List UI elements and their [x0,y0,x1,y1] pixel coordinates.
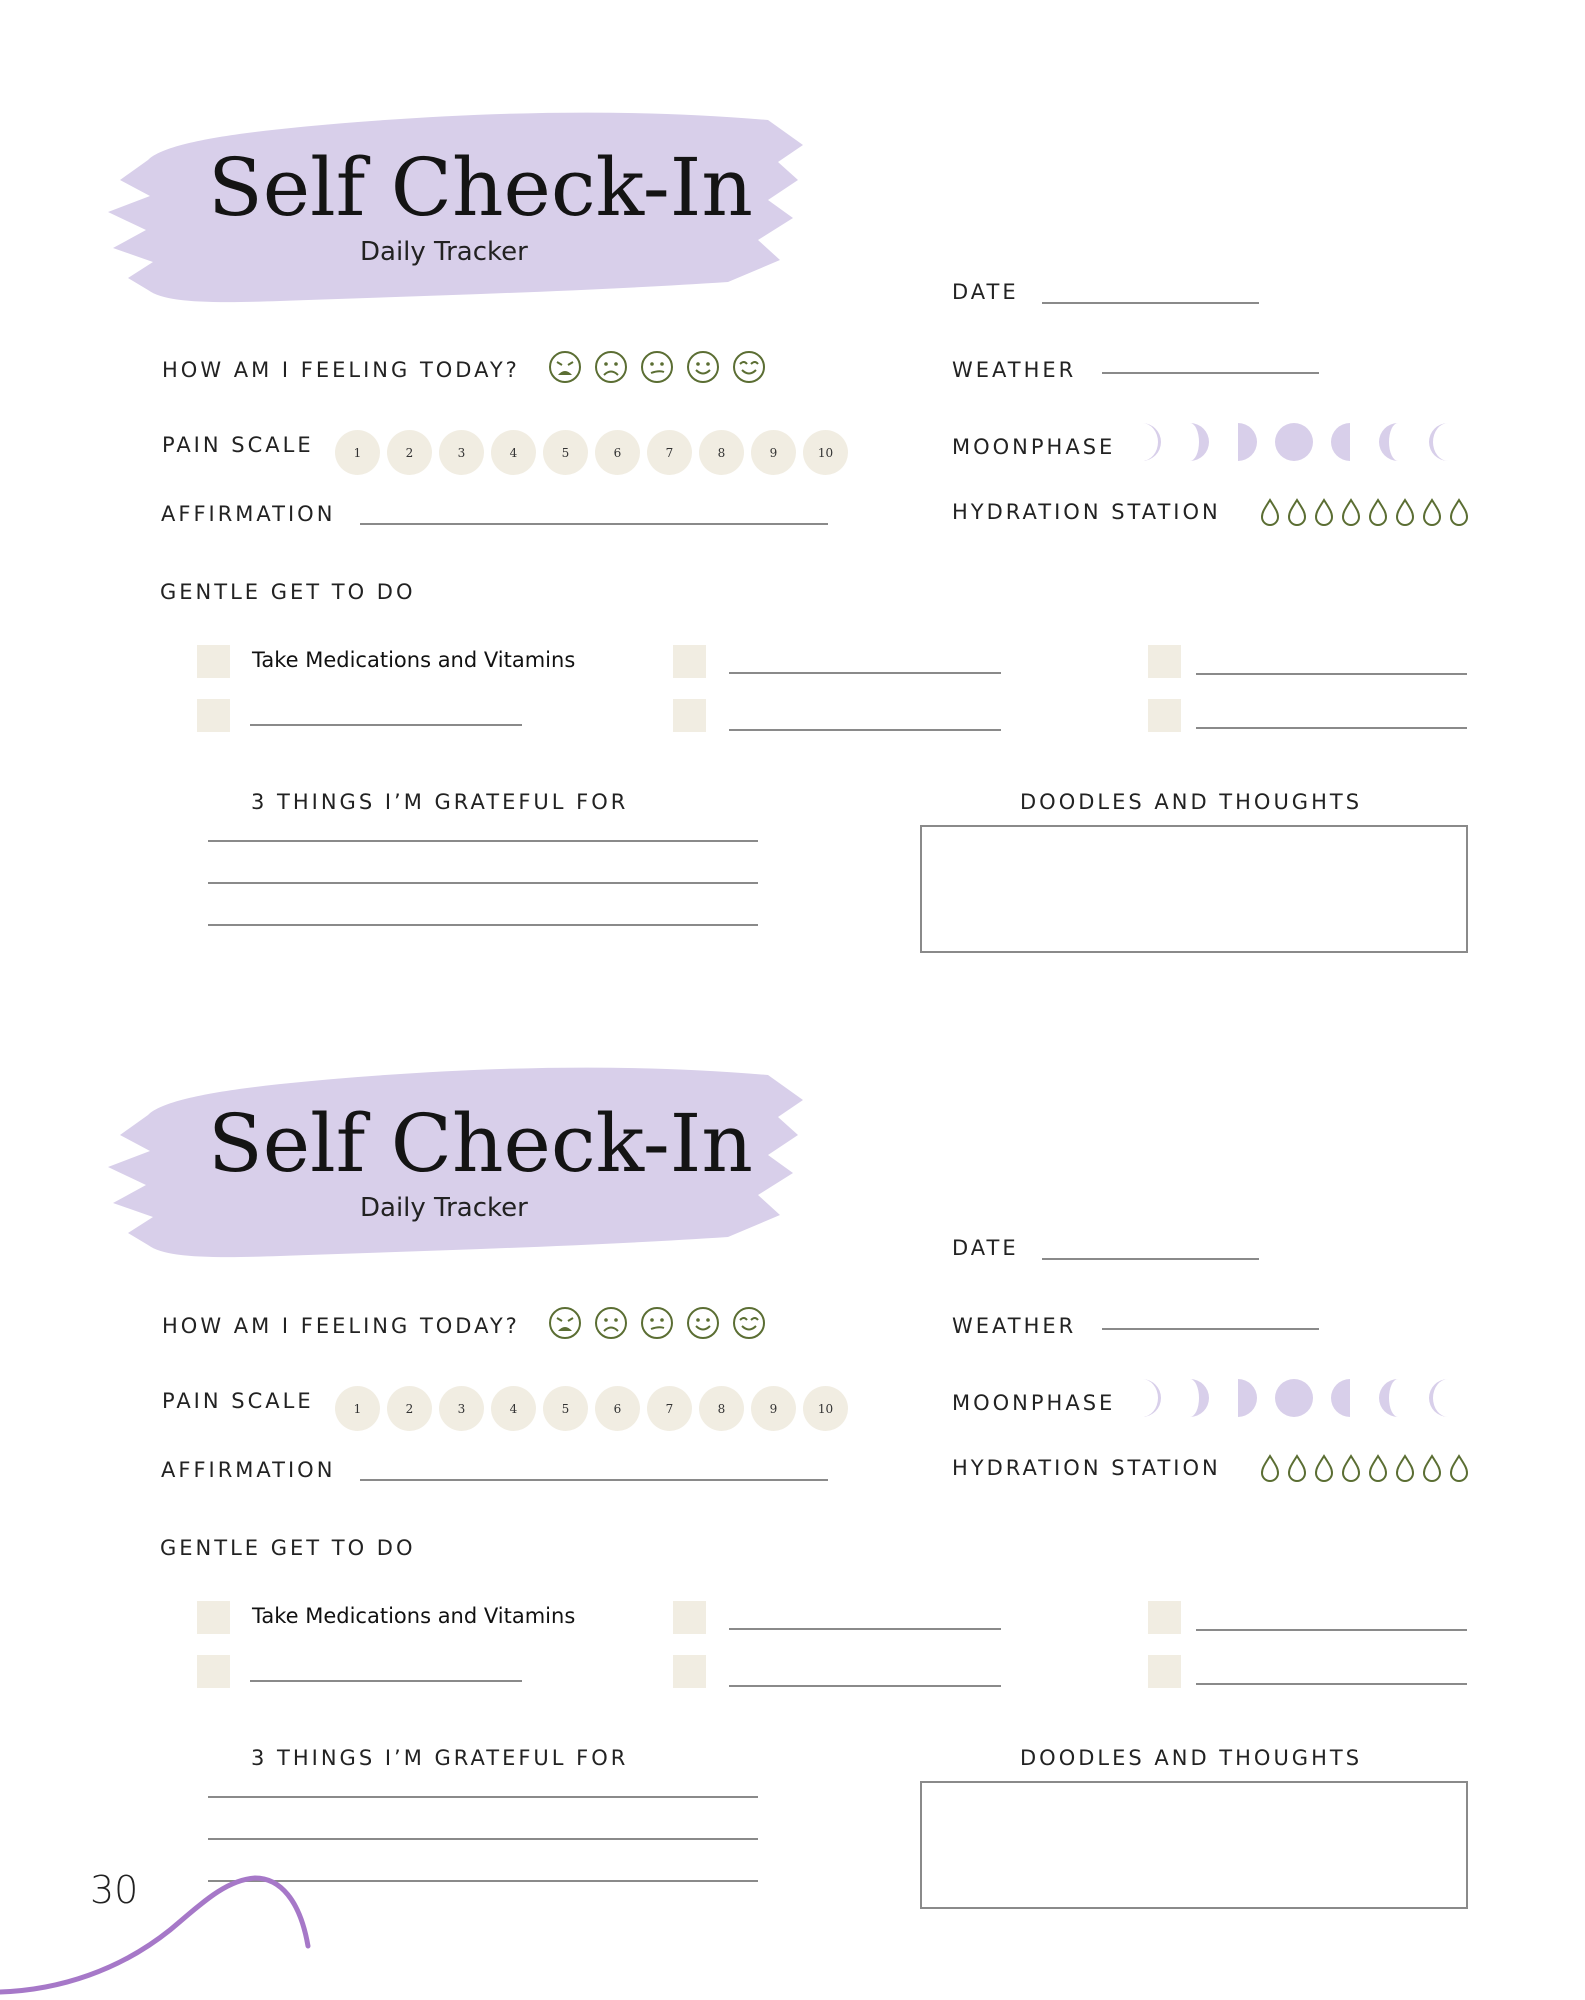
water-drop-icon[interactable] [1259,498,1281,526]
pain-dot[interactable]: 10 [803,430,848,475]
hydration-drops [1259,498,1470,526]
waxing-crescent-icon[interactable] [1128,1376,1172,1420]
todo-label: GENTLE GET TO DO [160,580,416,604]
date-label: DATE [952,1236,1019,1260]
todo-item-field[interactable] [729,729,1001,731]
pain-dot[interactable]: 1 [335,1386,380,1431]
page-title: Self Check-In [208,1097,753,1190]
todo-item-field[interactable] [729,1685,1001,1687]
page-title: Self Check-In [208,141,753,234]
pain-scale [335,1386,848,1431]
date-field[interactable] [1042,1258,1259,1260]
water-drop-icon[interactable] [1367,498,1389,526]
pain-dot[interactable]: 9 [751,430,796,475]
doodles-box[interactable] [920,825,1468,953]
pain-dot[interactable]: 1 [335,430,380,475]
pain-dot[interactable]: 9 [751,1386,796,1431]
face-neutral-icon[interactable] [640,1306,674,1340]
todo-item-field[interactable] [729,672,1001,674]
check-in-section-1 [0,0,1585,960]
page-subtitle: Daily Tracker [360,237,528,267]
pain-scale-label: PAIN SCALE [162,433,314,457]
grateful-line[interactable] [208,924,758,926]
todo-checkbox[interactable] [1148,1601,1181,1634]
face-smile-icon[interactable] [686,1306,720,1340]
water-drop-icon[interactable] [1313,1454,1335,1482]
water-drop-icon[interactable] [1394,498,1416,526]
todo-item-field[interactable] [1196,727,1467,729]
hydration-drops [1259,1454,1470,1482]
pain-dot[interactable]: 7 [647,1386,692,1431]
moonphase-label: MOONPHASE [952,435,1116,459]
waxing-gibbous-icon[interactable] [1224,420,1268,464]
weather-field[interactable] [1102,1328,1319,1330]
water-drop-icon[interactable] [1394,1454,1416,1482]
todo-label: GENTLE GET TO DO [160,1536,416,1560]
todo-checkbox[interactable] [197,1655,230,1688]
first-quarter-icon[interactable] [1176,420,1220,464]
todo-checkbox[interactable] [673,1601,706,1634]
todo-item-field[interactable] [1196,1683,1467,1685]
grateful-line[interactable] [208,1838,758,1840]
grateful-label: 3 THINGS I’M GRATEFUL FOR [251,1746,629,1770]
pain-dot[interactable]: 2 [387,1386,432,1431]
todo-checkbox[interactable] [1148,699,1181,732]
pain-dot[interactable]: 3 [439,430,484,475]
grateful-line[interactable] [208,840,758,842]
grateful-label: 3 THINGS I’M GRATEFUL FOR [251,790,629,814]
pain-dot[interactable]: 6 [595,430,640,475]
todo-item-field[interactable] [729,1628,1001,1630]
todo-item-field[interactable] [250,724,522,726]
doodles-label: DOODLES AND THOUGHTS [1020,790,1363,814]
date-label: DATE [952,280,1019,304]
water-drop-icon[interactable] [1421,1454,1443,1482]
todo-checkbox[interactable] [673,645,706,678]
full-moon-icon[interactable] [1272,1376,1316,1420]
affirmation-label: AFFIRMATION [161,1458,336,1482]
todo-checkbox[interactable] [197,699,230,732]
face-crying-icon[interactable] [548,1306,582,1340]
check-in-section-2 [0,960,1585,1920]
grateful-line[interactable] [208,882,758,884]
last-quarter-icon[interactable] [1368,420,1412,464]
todo-item-field[interactable] [1196,673,1467,675]
weather-label: WEATHER [952,1314,1077,1338]
moonphase-options [1128,420,1460,464]
affirmation-label: AFFIRMATION [161,502,336,526]
decorative-swoosh [0,1850,320,2000]
face-sad-icon[interactable] [594,1306,628,1340]
pain-dot[interactable]: 8 [699,1386,744,1431]
moonphase-label: MOONPHASE [952,1391,1116,1415]
water-drop-icon[interactable] [1340,498,1362,526]
feeling-label: HOW AM I FEELING TODAY? [162,1314,520,1338]
pain-dot[interactable]: 4 [491,1386,536,1431]
affirmation-field[interactable] [360,523,828,525]
waning-crescent-icon[interactable] [1416,420,1460,464]
doodles-box[interactable] [920,1781,1468,1909]
doodles-label: DOODLES AND THOUGHTS [1020,1746,1363,1770]
water-drop-icon[interactable] [1259,1454,1281,1482]
feeling-label: HOW AM I FEELING TODAY? [162,358,520,382]
page-number: 30 [90,1868,139,1912]
weather-field[interactable] [1102,372,1319,374]
waning-gibbous-icon[interactable] [1320,420,1364,464]
waxing-gibbous-icon[interactable] [1224,1376,1268,1420]
water-drop-icon[interactable] [1448,1454,1470,1482]
todo-checkbox[interactable] [673,699,706,732]
affirmation-field[interactable] [360,1479,828,1481]
moonphase-options [1128,1376,1460,1420]
date-field[interactable] [1042,302,1259,304]
face-crying-icon[interactable] [548,350,582,384]
water-drop-icon[interactable] [1286,1454,1308,1482]
waning-crescent-icon[interactable] [1416,1376,1460,1420]
pain-dot[interactable]: 2 [387,430,432,475]
face-neutral-icon[interactable] [640,350,674,384]
pain-scale-label: PAIN SCALE [162,1389,314,1413]
water-drop-icon[interactable] [1313,498,1335,526]
pain-dot[interactable]: 5 [543,1386,588,1431]
waxing-crescent-icon[interactable] [1128,420,1172,464]
first-quarter-icon[interactable] [1176,1376,1220,1420]
pain-dot[interactable]: 6 [595,1386,640,1431]
todo-item-text: Take Medications and Vitamins [252,1604,576,1628]
waning-gibbous-icon[interactable] [1320,1376,1364,1420]
pain-dot[interactable]: 10 [803,1386,848,1431]
grateful-line[interactable] [208,1796,758,1798]
todo-checkbox[interactable] [1148,1655,1181,1688]
water-drop-icon[interactable] [1448,498,1470,526]
last-quarter-icon[interactable] [1368,1376,1412,1420]
feeling-options [548,350,766,384]
hydration-label: HYDRATION STATION [952,500,1221,524]
pain-scale [335,430,848,475]
pain-dot[interactable]: 3 [439,1386,484,1431]
todo-checkbox[interactable] [197,645,230,678]
todo-checkbox[interactable] [1148,645,1181,678]
pain-dot[interactable]: 7 [647,430,692,475]
page-subtitle: Daily Tracker [360,1193,528,1223]
pain-dot[interactable]: 5 [543,430,588,475]
water-drop-icon[interactable] [1340,1454,1362,1482]
pain-dot[interactable]: 8 [699,430,744,475]
face-smile-icon[interactable] [686,350,720,384]
todo-item-text: Take Medications and Vitamins [252,648,576,672]
face-happy-icon[interactable] [732,350,766,384]
pain-dot[interactable]: 4 [491,430,536,475]
feeling-options [548,1306,766,1340]
todo-checkbox[interactable] [197,1601,230,1634]
water-drop-icon[interactable] [1286,498,1308,526]
face-happy-icon[interactable] [732,1306,766,1340]
todo-item-field[interactable] [250,1680,522,1682]
water-drop-icon[interactable] [1367,1454,1389,1482]
full-moon-icon[interactable] [1272,420,1316,464]
todo-item-field[interactable] [1196,1629,1467,1631]
todo-checkbox[interactable] [673,1655,706,1688]
face-sad-icon[interactable] [594,350,628,384]
water-drop-icon[interactable] [1421,498,1443,526]
weather-label: WEATHER [952,358,1077,382]
hydration-label: HYDRATION STATION [952,1456,1221,1480]
